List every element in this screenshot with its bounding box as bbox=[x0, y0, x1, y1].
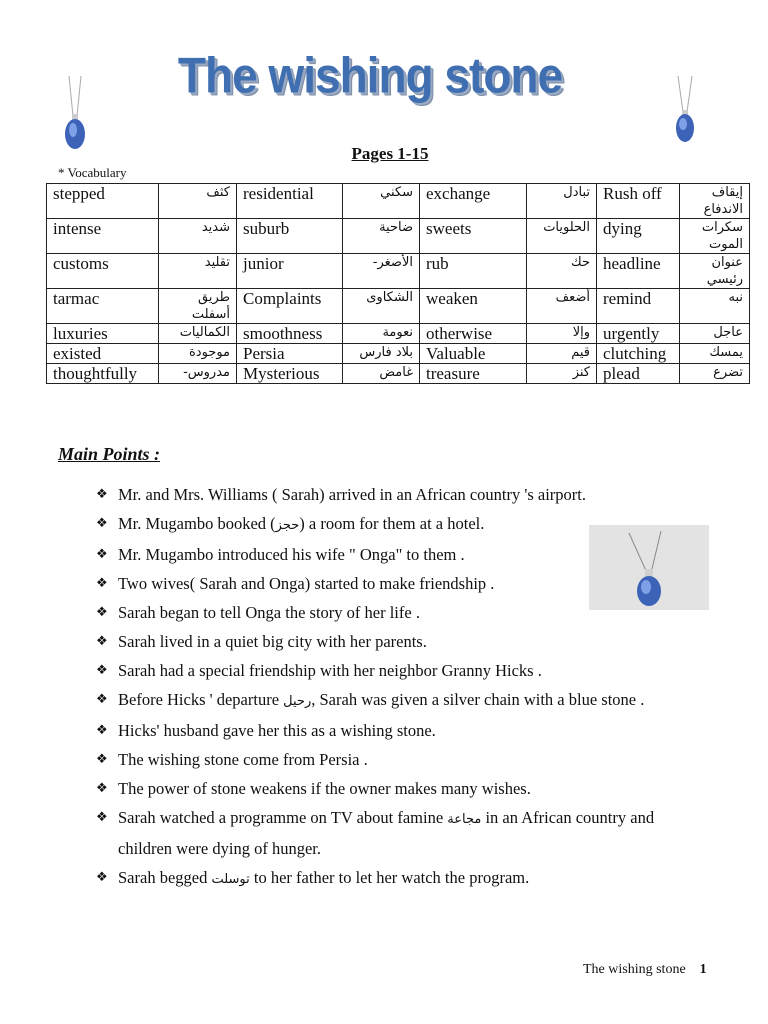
vocab-english-word: Valuable bbox=[420, 344, 527, 364]
diamond-bullet-icon: ❖ bbox=[96, 634, 108, 649]
vocab-english-word: Mysterious bbox=[237, 364, 343, 384]
pages-heading: Pages 1-15 bbox=[351, 144, 429, 163]
vocab-english-word: junior bbox=[237, 254, 343, 289]
vocab-english-word: otherwise bbox=[420, 324, 527, 344]
vocab-english-word: existed bbox=[47, 344, 159, 364]
vocab-arabic-meaning: الكماليات bbox=[159, 324, 237, 344]
point-arabic-gloss: حجز bbox=[275, 518, 300, 533]
point-text-continued: , Sarah was given a silver chain with a blue stone . bbox=[311, 690, 645, 709]
main-point-item bbox=[96, 774, 706, 803]
vocab-arabic-meaning: يمسك bbox=[680, 344, 750, 364]
point-text: The wishing stone come from Persia . bbox=[118, 750, 368, 769]
vocab-english-word: exchange bbox=[420, 184, 527, 219]
diamond-bullet-icon: ❖ bbox=[96, 692, 108, 707]
vocabulary-label: * Vocabulary bbox=[58, 165, 127, 180]
page-title: The wishing stone bbox=[177, 46, 563, 104]
vocabulary-table bbox=[46, 183, 750, 384]
vocab-arabic-meaning: مدروس- bbox=[159, 364, 237, 384]
vocab-arabic-meaning: نعومة bbox=[343, 324, 420, 344]
main-point-item bbox=[96, 745, 706, 774]
vocab-english-word: dying bbox=[597, 219, 680, 254]
point-arabic-gloss: توسلت bbox=[211, 872, 250, 887]
vocab-arabic-meaning: بلاد فارس bbox=[343, 344, 420, 364]
vocab-english-word: luxuries bbox=[47, 324, 159, 344]
pendant-photo-image bbox=[589, 525, 709, 610]
diamond-bullet-icon: ❖ bbox=[96, 487, 108, 502]
point-text-continued: ) a room for them at a hotel. bbox=[299, 514, 485, 533]
point-text: Mr. and Mrs. Williams ( Sarah) arrived in an African country 's airport. bbox=[118, 485, 587, 504]
vocab-arabic-meaning: تقليد bbox=[159, 254, 237, 289]
diamond-bullet-icon: ❖ bbox=[96, 781, 108, 796]
diamond-bullet-icon: ❖ bbox=[96, 605, 108, 620]
vocab-english-word: remind bbox=[597, 289, 680, 324]
footer bbox=[583, 962, 707, 978]
point-text: Sarah began to tell Onga the story of her life . bbox=[118, 603, 420, 622]
vocab-arabic-meaning: وإلا bbox=[527, 324, 597, 344]
point-text-continued: in an African country and children were dying of hunger. bbox=[118, 808, 655, 858]
vocab-arabic-meaning: طريق أسفلت bbox=[159, 289, 237, 324]
point-text: Sarah had a special friendship with her neighbor Granny Hicks . bbox=[118, 661, 542, 680]
vocab-arabic-meaning: نبه bbox=[680, 289, 750, 324]
vocab-english-word: tarmac bbox=[47, 289, 159, 324]
diamond-bullet-icon: ❖ bbox=[96, 516, 108, 531]
vocab-arabic-meaning: كثف bbox=[159, 184, 237, 219]
vocab-arabic-meaning: تبادل bbox=[527, 184, 597, 219]
vocab-english-word: headline bbox=[597, 254, 680, 289]
vocab-arabic-meaning: تضرع bbox=[680, 364, 750, 384]
diamond-bullet-icon: ❖ bbox=[96, 870, 108, 885]
point-text: The power of stone weakens if the owner makes many wishes. bbox=[118, 779, 531, 798]
main-points-heading: Main Points : bbox=[58, 444, 161, 464]
point-arabic-gloss: مجاعة bbox=[447, 812, 482, 827]
vocab-arabic-meaning: الشكاوى bbox=[343, 289, 420, 324]
vocab-english-word: treasure bbox=[420, 364, 527, 384]
vocab-english-word: customs bbox=[47, 254, 159, 289]
vocab-arabic-meaning: أضعف bbox=[527, 289, 597, 324]
page-number: 1 bbox=[699, 962, 707, 977]
main-point-item bbox=[96, 627, 706, 656]
vocab-arabic-meaning: عنوان رئيسي bbox=[680, 254, 750, 289]
main-point-item bbox=[96, 803, 706, 863]
point-text: Hicks' husband gave her this as a wishing stone. bbox=[118, 721, 436, 740]
vocab-english-word: residential bbox=[237, 184, 343, 219]
vocab-arabic-meaning: غامض bbox=[343, 364, 420, 384]
vocab-row bbox=[47, 254, 750, 289]
pendant-right-image bbox=[670, 76, 700, 146]
vocab-arabic-meaning: عاجل bbox=[680, 324, 750, 344]
vocab-english-word: urgently bbox=[597, 324, 680, 344]
diamond-bullet-icon: ❖ bbox=[96, 547, 108, 562]
vocab-english-word: intense bbox=[47, 219, 159, 254]
diamond-bullet-icon: ❖ bbox=[96, 663, 108, 678]
point-arabic-gloss: رحيل bbox=[283, 694, 312, 709]
vocab-english-word: clutching bbox=[597, 344, 680, 364]
vocab-english-word: plead bbox=[597, 364, 680, 384]
pendant-left-image bbox=[60, 76, 90, 152]
point-text: Mr. Mugambo introduced his wife " Onga" to them . bbox=[118, 545, 465, 564]
vocab-english-word: smoothness bbox=[237, 324, 343, 344]
vocab-english-word: weaken bbox=[420, 289, 527, 324]
vocab-arabic-meaning: حك bbox=[527, 254, 597, 289]
point-text: Before Hicks ' departure bbox=[118, 690, 284, 709]
diamond-bullet-icon: ❖ bbox=[96, 752, 108, 767]
diamond-bullet-icon: ❖ bbox=[96, 576, 108, 591]
vocab-arabic-meaning: قيم bbox=[527, 344, 597, 364]
vocab-arabic-meaning: موجودة bbox=[159, 344, 237, 364]
diamond-bullet-icon: ❖ bbox=[96, 810, 108, 825]
point-text: Sarah watched a programme on TV about famine bbox=[118, 808, 448, 827]
main-point-item bbox=[96, 480, 706, 509]
main-point-item bbox=[96, 716, 706, 745]
point-text: Sarah begged bbox=[118, 868, 212, 887]
main-point-item bbox=[96, 863, 706, 894]
vocab-english-word: Rush off bbox=[597, 184, 680, 219]
vocab-row bbox=[47, 219, 750, 254]
point-text: Two wives( Sarah and Onga) started to make friendship . bbox=[118, 574, 495, 593]
vocab-row bbox=[47, 324, 750, 344]
vocab-english-word: sweets bbox=[420, 219, 527, 254]
point-text: Mr. Mugambo booked ( bbox=[118, 514, 276, 533]
vocab-row bbox=[47, 344, 750, 364]
vocab-arabic-meaning: شديد bbox=[159, 219, 237, 254]
point-text: Sarah lived in a quiet big city with her parents. bbox=[118, 632, 427, 651]
vocab-row bbox=[47, 364, 750, 384]
vocab-arabic-meaning: ضاحية bbox=[343, 219, 420, 254]
vocab-arabic-meaning: كنز bbox=[527, 364, 597, 384]
vocab-arabic-meaning: الأصغر- bbox=[343, 254, 420, 289]
vocab-row bbox=[47, 289, 750, 324]
vocab-english-word: Persia bbox=[237, 344, 343, 364]
vocab-arabic-meaning: الحلويات bbox=[527, 219, 597, 254]
vocab-arabic-meaning: إيقاف الاندفاع bbox=[680, 184, 750, 219]
vocab-english-word: rub bbox=[420, 254, 527, 289]
vocab-english-word: thoughtfully bbox=[47, 364, 159, 384]
vocab-arabic-meaning: سكني bbox=[343, 184, 420, 219]
vocab-row bbox=[47, 184, 750, 219]
vocab-english-word: Complaints bbox=[237, 289, 343, 324]
footer-title: The wishing stone bbox=[583, 962, 686, 977]
diamond-bullet-icon: ❖ bbox=[96, 723, 108, 738]
vocab-english-word: suburb bbox=[237, 219, 343, 254]
main-point-item bbox=[96, 685, 706, 716]
vocab-english-word: stepped bbox=[47, 184, 159, 219]
main-point-item bbox=[96, 656, 706, 685]
vocab-arabic-meaning: سكرات الموت bbox=[680, 219, 750, 254]
point-text-continued: to her father to let her watch the program. bbox=[249, 868, 530, 887]
